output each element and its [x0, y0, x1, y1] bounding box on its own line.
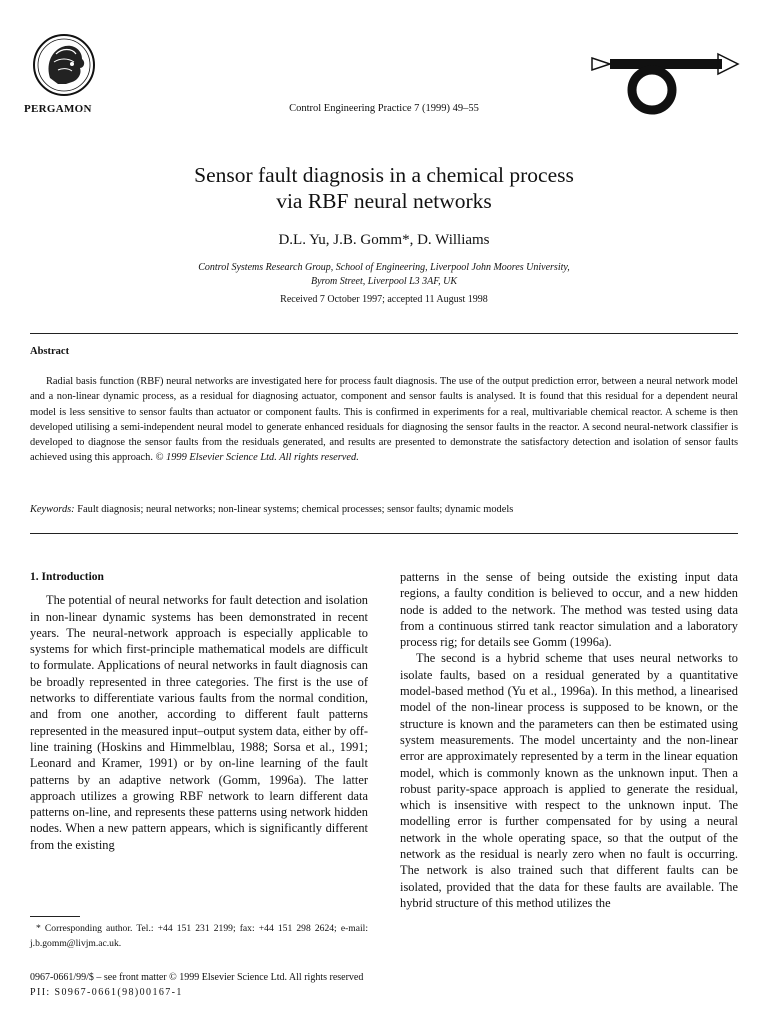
keywords-text: Fault diagnosis; neural networks; non-linear systems; chemical processes; sensor faults; dynamic models [77, 504, 514, 515]
abstract-heading: Abstract [30, 346, 70, 357]
paragraph: patterns in the sense of being outside the existing input data regions, a faulty condition is believed to occur, and a new hidden node is added to the network. The method was tested using data from a continuous stirred tank reactor simulation and a laboratory process rig; for details see Gomm (1996a). [400, 570, 738, 650]
title-line-2: via RBF neural networks [276, 189, 492, 213]
affiliation [0, 261, 768, 288]
column-right [400, 569, 738, 911]
column-left [30, 569, 368, 853]
paragraph: The potential of neural networks for fault detection and isolation in non-linear dynamic systems has been demonstrated in recent years. The neural-network approach is especially applicable to systems for which first-principle mathematical models are difficult to formulate. Applications of neural networks in fault diagnosis can be broadly represented in three categories. The first is the use of networks to differentiate various faults from the normal condition, and from one another, according to different fault patterns represented in the measured input–output system data, either by off-line training (Hoskins and Himmelblau, 1988; Sorsa et al., 1991; Leonard and Kramer, 1991) or by on-line learning of the fault patterns by an adaptive network (Gomm, 1996a). The latter approach utilizes a growing RBF network to learn different data patterns on-line, and represents these patterns using network hidden nodes. When a new pattern appears, which is significantly different from the existing [30, 593, 368, 852]
divider-top [30, 333, 738, 334]
abstract-body [30, 374, 738, 466]
journal-citation: Control Engineering Practice 7 (1999) 49–55 [289, 103, 479, 114]
paragraph: The second is a hybrid scheme that uses neural networks to isolate faults, based on a residual generated by a quantitative model-based method (Yu et al., 1996a). In this method, a linearised model of the non-linear process is supposed to be known, or the structure is known and the parameters can then be estimated using system measurements. The model uncertainty and the non-linear error are approximately represented by a term in the linear equation model, which is commonly known as the unknown input. Then a robust parity-space approach is applied to generate the residual, which is insensitive with respect to the unknown input. The modelling error is further compensated for by using a neural network in the whole operating space, so that the output of the network as the residual is nearly zero when no fault is occurring. The network is also trained such that different faults can be isolated, provided that the data for these faults are available. The hybrid structure of this method utilizes the [400, 651, 738, 910]
pii-line: PII: S0967-0661(98)00167-1 [30, 987, 183, 998]
keywords [30, 504, 738, 515]
affiliation-line-2: Byrom Street, Liverpool L3 3AF, UK [310, 275, 457, 287]
footnote-divider [30, 916, 80, 917]
abstract-text: Radial basis function (RBF) neural networks are investigated here for process fault diagnosis. The use of the output prediction error, between a neural network model and a non-linear dynamic process, as a residual for diagnosing actuator, component and sensor faults is analysed. It is found that this residual for a dependent neural model is less sensitive to sensor faults than actuator or component faults. This is confirmed in experiments for a real, multivariable chemical reactor. A scheme is then developed utilising a semi-independent neural model to generate enhanced residuals for diagnosing the sensor faults in the reactor. A second neural-network classifier is developed to diagnose the sensor faults from the residuals generated, and results are presented to demonstrate the satisfactory detection and isolation of sensor faults achieved using this approach. [30, 376, 738, 464]
affiliation-line-1: Control Systems Research Group, School of Engineering, Liverpool John Moores University, [198, 262, 570, 273]
abstract-copyright: © 1999 Elsevier Science Ltd. All rights reserved. [155, 452, 359, 464]
publisher-name: PERGAMON [24, 103, 92, 115]
keywords-label: Keywords: [30, 504, 75, 515]
received-dates: Received 7 October 1997; accepted 11 August 1998 [280, 294, 488, 305]
title-line-1: Sensor fault diagnosis in a chemical process [194, 163, 574, 187]
authors: D.L. Yu, J.B. Gomm*, D. Williams [278, 232, 490, 248]
pergamon-logo [32, 32, 96, 98]
article-title [0, 162, 768, 214]
section-heading: 1. Introduction [30, 571, 104, 583]
footnote: * Corresponding author. Tel.: +44 151 231 2199; fax: +44 151 298 2624; e-mail: j.b.gomm@livjm.ac.uk. [30, 923, 368, 949]
front-matter-line: 0967-0661/99/$ – see front matter © 1999 Elsevier Science Ltd. All rights reserved [30, 972, 364, 983]
divider-bottom [30, 533, 738, 534]
page-footer [30, 970, 363, 1000]
journal-emblem [590, 48, 740, 116]
